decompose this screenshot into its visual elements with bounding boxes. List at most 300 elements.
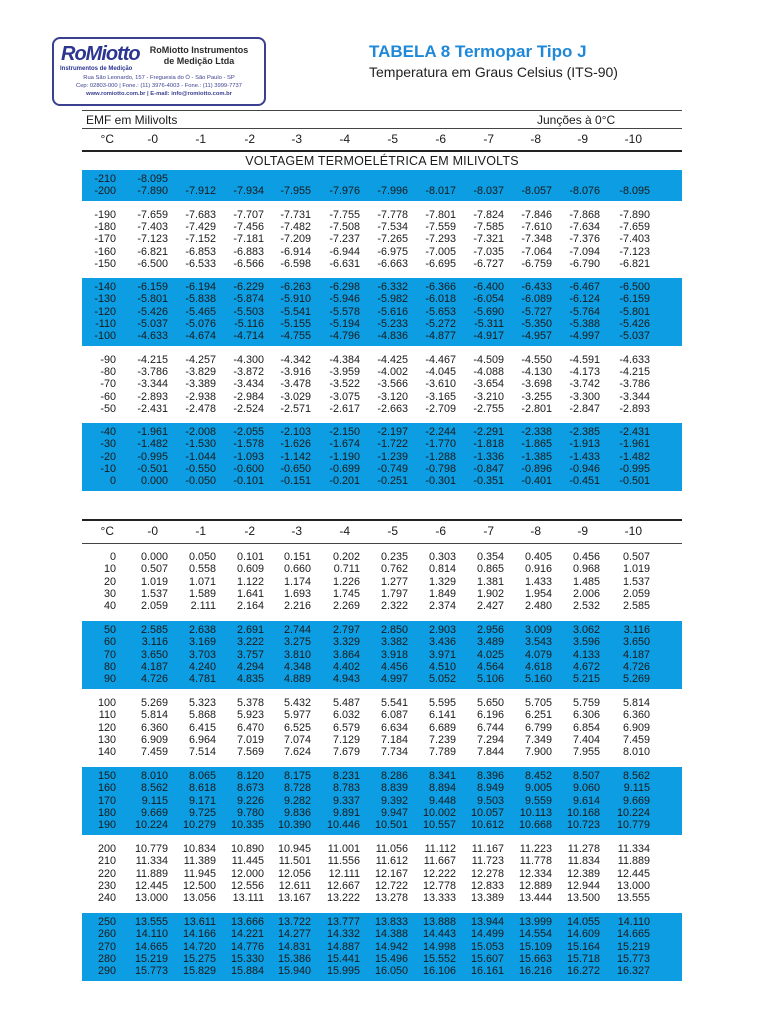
temperature-cell: 110	[98, 709, 116, 722]
emf-cell: 8.175	[283, 770, 311, 782]
emf-cell: 4.835	[236, 673, 264, 686]
emf-cell: 3.864	[332, 648, 360, 661]
emf-cell: 8.010	[140, 770, 168, 782]
emf-cell: -2.478	[185, 402, 216, 415]
emf-cell: 15.552	[422, 952, 456, 965]
emf-cell: -7.005	[425, 245, 456, 258]
emf-cell: -7.181	[233, 233, 264, 246]
emf-cell: 4.348	[283, 660, 311, 673]
emf-cell: 8.728	[283, 782, 311, 795]
emf-cell: -7.659	[137, 208, 168, 221]
emf-cell: 3.650	[622, 636, 650, 649]
emf-cell: 16.272	[566, 965, 600, 978]
emf-cell: 12.334	[518, 867, 552, 880]
temperature-cell: -150	[94, 257, 116, 270]
emf-cell: 8.839	[380, 782, 408, 795]
emf-cell: 3.116	[141, 636, 168, 649]
temperature-cell: -190	[94, 208, 116, 221]
emf-cell: 7.679	[332, 746, 360, 759]
emf-cell: -6.944	[329, 245, 360, 258]
temperature-cell: -70	[100, 378, 116, 391]
emf-cell: -3.344	[137, 378, 168, 391]
emf-cell: 11.889	[617, 855, 650, 868]
table-row	[0, 221, 768, 233]
emf-cell: -1.578	[233, 438, 264, 451]
emf-cell: -4.836	[377, 330, 408, 343]
emf-cell: -5.764	[569, 305, 600, 318]
emf-cell: -8.057	[521, 185, 552, 198]
column-header: -0	[147, 132, 158, 146]
table-row	[0, 600, 768, 612]
table-row	[0, 246, 768, 258]
emf-cell: -6.366	[425, 281, 456, 294]
emf-cell: -1.530	[185, 438, 216, 451]
emf-cell: -7.534	[377, 220, 408, 233]
emf-cell: 14.110	[617, 916, 650, 928]
emf-cell: 11.778	[519, 855, 552, 868]
emf-cell: 12.278	[470, 867, 504, 880]
emf-cell: 14.110	[135, 928, 168, 941]
temperature-cell: 0	[109, 475, 116, 488]
emf-cell: 4.456	[380, 660, 408, 673]
emf-cell: -4.173	[569, 365, 600, 378]
emf-cell: 5.541	[380, 697, 408, 709]
emf-cell: -4.633	[619, 353, 650, 366]
emf-cell: 2.059	[622, 587, 650, 600]
emf-cell: -3.434	[233, 378, 264, 391]
emf-cell: 13.111	[232, 892, 264, 905]
emf-cell: 0.507	[622, 551, 650, 563]
emf-cell: 8.452	[524, 770, 552, 782]
emf-cell: 10.834	[182, 843, 216, 855]
emf-cell: 2.480	[524, 600, 552, 613]
emf-cell: 14.332	[326, 928, 360, 941]
emf-cell: -0.251	[377, 475, 408, 488]
emf-cell: -4.342	[280, 353, 311, 366]
emf-cell: 9.891	[332, 806, 360, 819]
column-header: -7	[483, 132, 494, 146]
emf-cell: -7.265	[377, 233, 408, 246]
temperature-cell: -100	[94, 330, 116, 343]
emf-cell: 5.215	[572, 673, 600, 686]
emf-cell: 13.278	[374, 892, 408, 905]
address-line: Rua São Leonardo, 157 - Freguesia do Ó - São Paulo - SP	[83, 75, 235, 81]
emf-cell: -7.237	[329, 233, 360, 246]
temperature-cell: 180	[97, 806, 116, 819]
emf-cell: 11.723	[471, 855, 504, 868]
emf-cell: 1.019	[140, 575, 168, 588]
emf-cell: 12.111	[328, 867, 360, 880]
emf-cell: -0.351	[473, 475, 504, 488]
table-row	[0, 734, 768, 746]
emf-cell: -6.914	[280, 245, 311, 258]
header-bottom-rule	[82, 150, 682, 152]
temperature-cell: 40	[103, 600, 116, 613]
emf-cell: 13.777	[326, 916, 360, 928]
emf-cell: 0.507	[140, 563, 168, 576]
emf-cell: 7.019	[236, 733, 264, 746]
emf-cell: 6.854	[572, 721, 600, 734]
emf-cell: -0.050	[185, 475, 216, 488]
emf-cell: -3.698	[521, 378, 552, 391]
emf-cell: 15.829	[182, 965, 216, 978]
emf-cell: 8.673	[236, 782, 264, 795]
emf-cell: -4.509	[473, 353, 504, 366]
emf-cell: -7.064	[521, 245, 552, 258]
emf-cell: 5.759	[572, 697, 600, 709]
emf-cell: -3.829	[185, 365, 216, 378]
table-row	[0, 722, 768, 734]
temperature-cell: 140	[97, 746, 116, 759]
emf-cell: 12.056	[277, 867, 311, 880]
emf-cell: -3.786	[137, 365, 168, 378]
emf-cell: -1.722	[377, 438, 408, 451]
temperature-cell: 0	[109, 551, 116, 563]
company-name-line1: RoMiotto Instrumentos	[149, 45, 249, 55]
emf-cell: 7.624	[283, 746, 311, 759]
emf-cell: 14.665	[616, 928, 650, 941]
emf-cell: -6.229	[233, 281, 264, 294]
emf-cell: -7.755	[329, 208, 360, 221]
emf-cell: 3.810	[283, 648, 311, 661]
emf-cell: -5.727	[521, 305, 552, 318]
emf-cell: 2.850	[380, 624, 408, 636]
emf-cell: 1.902	[476, 587, 504, 600]
emf-cell: -7.824	[473, 208, 504, 221]
emf-cell: 14.388	[374, 928, 408, 941]
positive-header-rule	[82, 543, 682, 544]
emf-cell: 2.164	[236, 600, 264, 613]
emf-cell: 3.971	[428, 648, 456, 661]
emf-cell: -6.883	[233, 245, 264, 258]
emf-cell: -7.035	[473, 245, 504, 258]
temperature-cell: 190	[97, 819, 116, 832]
emf-cell: -2.197	[377, 426, 408, 439]
emf-cell: 3.650	[140, 648, 168, 661]
emf-cell: -5.653	[425, 305, 456, 318]
table-row	[0, 281, 768, 293]
emf-cell: 14.831	[277, 940, 311, 953]
emf-cell: 1.071	[188, 575, 216, 588]
emf-cell: 8.507	[572, 770, 600, 782]
emf-cell: -7.955	[280, 185, 311, 198]
column-header: -1	[195, 524, 206, 538]
emf-cell: -1.674	[329, 438, 360, 451]
emf-cell: -8.037	[473, 185, 504, 198]
emf-cell: 7.734	[380, 746, 408, 759]
emf-cell: 1.849	[428, 587, 456, 600]
emf-cell: -2.103	[280, 426, 311, 439]
emf-cell: 6.634	[380, 721, 408, 734]
emf-cell: -7.403	[137, 220, 168, 233]
emf-cell: 12.500	[182, 879, 216, 892]
emf-cell: -1.433	[569, 450, 600, 463]
emf-cell: 8.396	[476, 770, 504, 782]
temperature-cell: 20	[103, 575, 116, 588]
emf-cell: 5.106	[476, 673, 504, 686]
emf-cell: -0.451	[569, 475, 600, 488]
emf-cell: 4.025	[476, 648, 504, 661]
emf-cell: -7.890	[137, 185, 168, 198]
emf-cell: -7.209	[280, 233, 311, 246]
emf-cell: 13.833	[374, 916, 408, 928]
emf-cell: -5.426	[619, 318, 650, 330]
emf-cell: -2.244	[425, 426, 456, 439]
emf-cell: -1.770	[425, 438, 456, 451]
emf-cell: -6.631	[329, 257, 360, 270]
table-row	[0, 636, 768, 648]
emf-cell: 12.389	[566, 867, 600, 880]
emf-cell: 1.226	[332, 575, 360, 588]
emf-cell: 5.432	[283, 697, 311, 709]
emf-cell: 5.814	[140, 709, 168, 722]
emf-cell: -7.707	[233, 208, 264, 221]
temperature-cell: 220	[97, 867, 116, 880]
emf-cell: -0.896	[521, 463, 552, 475]
emf-cell: -6.790	[569, 257, 600, 270]
emf-cell: 13.056	[182, 892, 216, 905]
emf-cell: -4.002	[377, 365, 408, 378]
emf-cell: -1.482	[137, 438, 168, 451]
emf-cell: -5.233	[377, 318, 408, 330]
emf-cell: 7.844	[476, 746, 504, 759]
emf-cell: -3.165	[425, 390, 456, 403]
emf-cell: 13.555	[616, 892, 650, 905]
emf-cell: -4.796	[329, 330, 360, 343]
emf-cell: 2.111	[190, 600, 216, 613]
emf-cell: 10.335	[230, 819, 264, 832]
emf-cell: 10.113	[519, 806, 552, 819]
table-row	[0, 746, 768, 758]
emf-cell: 6.799	[524, 721, 552, 734]
emf-cell: -2.893	[137, 390, 168, 403]
emf-cell: 10.557	[422, 819, 456, 832]
emf-cell: 9.614	[572, 794, 600, 807]
emf-cell: 6.360	[140, 721, 168, 734]
table-row	[0, 661, 768, 673]
column-header: -6	[435, 132, 446, 146]
emf-cell: 13.389	[470, 892, 504, 905]
table-row	[0, 819, 768, 831]
emf-cell: -0.946	[569, 463, 600, 475]
table-subtitle: Temperatura em Graus Celsius (ITS-90)	[369, 64, 618, 80]
emf-cell: -7.610	[521, 220, 552, 233]
column-header: -10	[624, 132, 642, 146]
emf-cell: -3.522	[329, 378, 360, 391]
emf-cell: -4.215	[137, 353, 168, 366]
temperature-cell: -160	[94, 245, 116, 258]
temperature-cell: 90	[103, 673, 116, 686]
emf-cell: 14.998	[422, 940, 456, 953]
temperature-cell: -110	[95, 318, 116, 330]
table-row	[0, 965, 768, 977]
emf-cell: 11.501	[278, 855, 311, 868]
emf-cell: 13.555	[134, 916, 168, 928]
temperature-cell: -120	[94, 305, 116, 318]
emf-cell: -5.194	[329, 318, 360, 330]
temperature-cell: 150	[97, 770, 116, 782]
table-row	[0, 697, 768, 709]
emf-cell: 1.537	[622, 575, 650, 588]
emf-cell: 13.722	[277, 916, 311, 928]
emf-cell: -8.076	[569, 185, 600, 198]
emf-cell: 15.995	[326, 965, 360, 978]
emf-cell: 1.954	[524, 587, 552, 600]
emf-cell: 9.669	[140, 806, 168, 819]
emf-cell: 15.663	[518, 952, 552, 965]
column-header: -1	[195, 132, 206, 146]
temperature-cell: -60	[100, 390, 116, 403]
emf-cell: -1.961	[137, 426, 168, 439]
emf-cell: 12.167	[374, 867, 408, 880]
emf-cell: 6.306	[572, 709, 600, 722]
emf-cell: -0.201	[329, 475, 360, 488]
emf-cell: 6.689	[428, 721, 456, 734]
emf-cell: 0.660	[283, 563, 311, 576]
temperature-cell: -130	[94, 293, 116, 306]
emf-cell: -5.690	[473, 305, 504, 318]
table-row	[0, 576, 768, 588]
emf-cell: 2.585	[140, 624, 168, 636]
temperature-cell: 210	[97, 855, 116, 868]
emf-cell: 1.174	[283, 575, 311, 588]
emf-cell: 4.510	[428, 660, 456, 673]
emf-cell: 13.944	[470, 916, 504, 928]
emf-cell: -6.018	[425, 293, 456, 306]
table-row	[0, 782, 768, 794]
emf-cell: 4.618	[524, 660, 552, 673]
table-row	[0, 953, 768, 965]
emf-cell: -2.893	[619, 402, 650, 415]
emf-cell: 16.327	[616, 965, 650, 978]
emf-cell: -7.348	[521, 233, 552, 246]
emf-cell: 7.404	[572, 733, 600, 746]
emf-cell: 2.427	[476, 600, 504, 613]
emf-cell: -4.997	[569, 330, 600, 343]
emf-cell: 11.556	[327, 855, 360, 868]
emf-cell: -6.298	[329, 281, 360, 294]
emf-cell: -2.055	[233, 426, 264, 439]
emf-cell: 4.672	[572, 660, 600, 673]
emf-cell: 14.499	[470, 928, 504, 941]
emf-cell: 11.223	[519, 843, 552, 855]
emf-cell: 9.503	[476, 794, 504, 807]
emf-cell: -6.054	[473, 293, 504, 306]
emf-cell: 12.556	[230, 879, 264, 892]
emf-cell: 0.405	[524, 551, 552, 563]
emf-cell: 7.789	[428, 746, 456, 759]
temperature-cell: -40	[100, 426, 116, 439]
table-row	[0, 475, 768, 487]
emf-cell: -2.801	[521, 402, 552, 415]
emf-cell: 10.390	[277, 819, 311, 832]
emf-cell: 0.000	[140, 551, 168, 563]
emf-cell: -0.650	[280, 463, 311, 475]
emf-cell: 8.783	[332, 782, 360, 795]
emf-cell: -3.786	[619, 378, 650, 391]
emf-cell: -7.482	[280, 220, 311, 233]
emf-cell: 9.115	[623, 782, 650, 795]
emf-cell: 9.559	[524, 794, 552, 807]
emf-cell: 0.050	[188, 551, 216, 563]
table-row	[0, 941, 768, 953]
emf-cell: -0.501	[619, 475, 650, 488]
emf-cell: -3.389	[185, 378, 216, 391]
table-row	[0, 306, 768, 318]
emf-cell: 7.514	[188, 746, 216, 759]
emf-cell: 8.562	[622, 770, 650, 782]
emf-cell: -0.600	[233, 463, 264, 475]
emf-cell: 1.019	[622, 563, 650, 576]
emf-cell: -1.913	[569, 438, 600, 451]
temperature-cell: 230	[97, 879, 116, 892]
emf-cell: -7.683	[185, 208, 216, 221]
temperature-cell: -20	[100, 450, 116, 463]
emf-cell: 8.286	[380, 770, 408, 782]
emf-cell: -7.429	[185, 220, 216, 233]
emf-cell: 0.101	[236, 551, 264, 563]
section-title: VOLTAGEM TERMOELÉTRICA EM MILIVOLTS	[245, 154, 519, 168]
emf-cell: 2.956	[476, 624, 504, 636]
emf-cell: 11.445	[231, 855, 264, 868]
emf-cell: 8.120	[236, 770, 264, 782]
emf-cell: 7.459	[140, 746, 168, 759]
emf-cell: 15.884	[230, 965, 264, 978]
emf-cell: 11.278	[567, 843, 600, 855]
emf-cell: -5.946	[329, 293, 360, 306]
emf-cell: 5.923	[236, 709, 264, 722]
emf-cell: 8.341	[428, 770, 456, 782]
emf-cell: -3.654	[473, 378, 504, 391]
emf-cell: 1.797	[380, 587, 408, 600]
emf-cell: -1.865	[521, 438, 552, 451]
web-line[interactable]: www.romiotto.com.br | E-mail: info@romiotto.com.br	[86, 91, 232, 97]
emf-cell: -7.846	[521, 208, 552, 221]
emf-cell: 12.611	[278, 879, 311, 892]
emf-cell: 3.596	[572, 636, 600, 649]
emf-cell: -7.094	[569, 245, 600, 258]
table-row	[0, 892, 768, 904]
emf-cell: 3.543	[524, 636, 552, 649]
emf-cell: -5.541	[280, 305, 311, 318]
emf-cell: -2.571	[280, 402, 311, 415]
emf-cell: 2.006	[572, 587, 600, 600]
emf-cell: 4.240	[188, 660, 216, 673]
table-row	[0, 807, 768, 819]
emf-cell: 4.402	[332, 660, 360, 673]
column-header: -5	[387, 524, 398, 538]
emf-cell: 12.445	[616, 867, 650, 880]
temperature-cell: 50	[103, 624, 116, 636]
emf-cell: -4.877	[425, 330, 456, 343]
emf-cell: -1.818	[473, 438, 504, 451]
emf-cell: 14.887	[326, 940, 360, 953]
temperature-cell: 290	[97, 965, 116, 978]
emf-cell: -5.801	[619, 305, 650, 318]
table-row	[0, 795, 768, 807]
emf-cell: -7.634	[569, 220, 600, 233]
emf-cell: -0.151	[280, 475, 311, 488]
temperature-cell: -90	[100, 353, 116, 366]
emf-cell: -5.578	[329, 305, 360, 318]
emf-cell: -0.101	[233, 475, 264, 488]
emf-cell: 15.773	[616, 952, 650, 965]
emf-cell: -6.533	[185, 257, 216, 270]
emf-cell: 5.705	[524, 697, 552, 709]
emf-cell: -3.300	[569, 390, 600, 403]
emf-cell: -7.912	[185, 185, 216, 198]
emf-cell: 2.269	[332, 600, 360, 613]
